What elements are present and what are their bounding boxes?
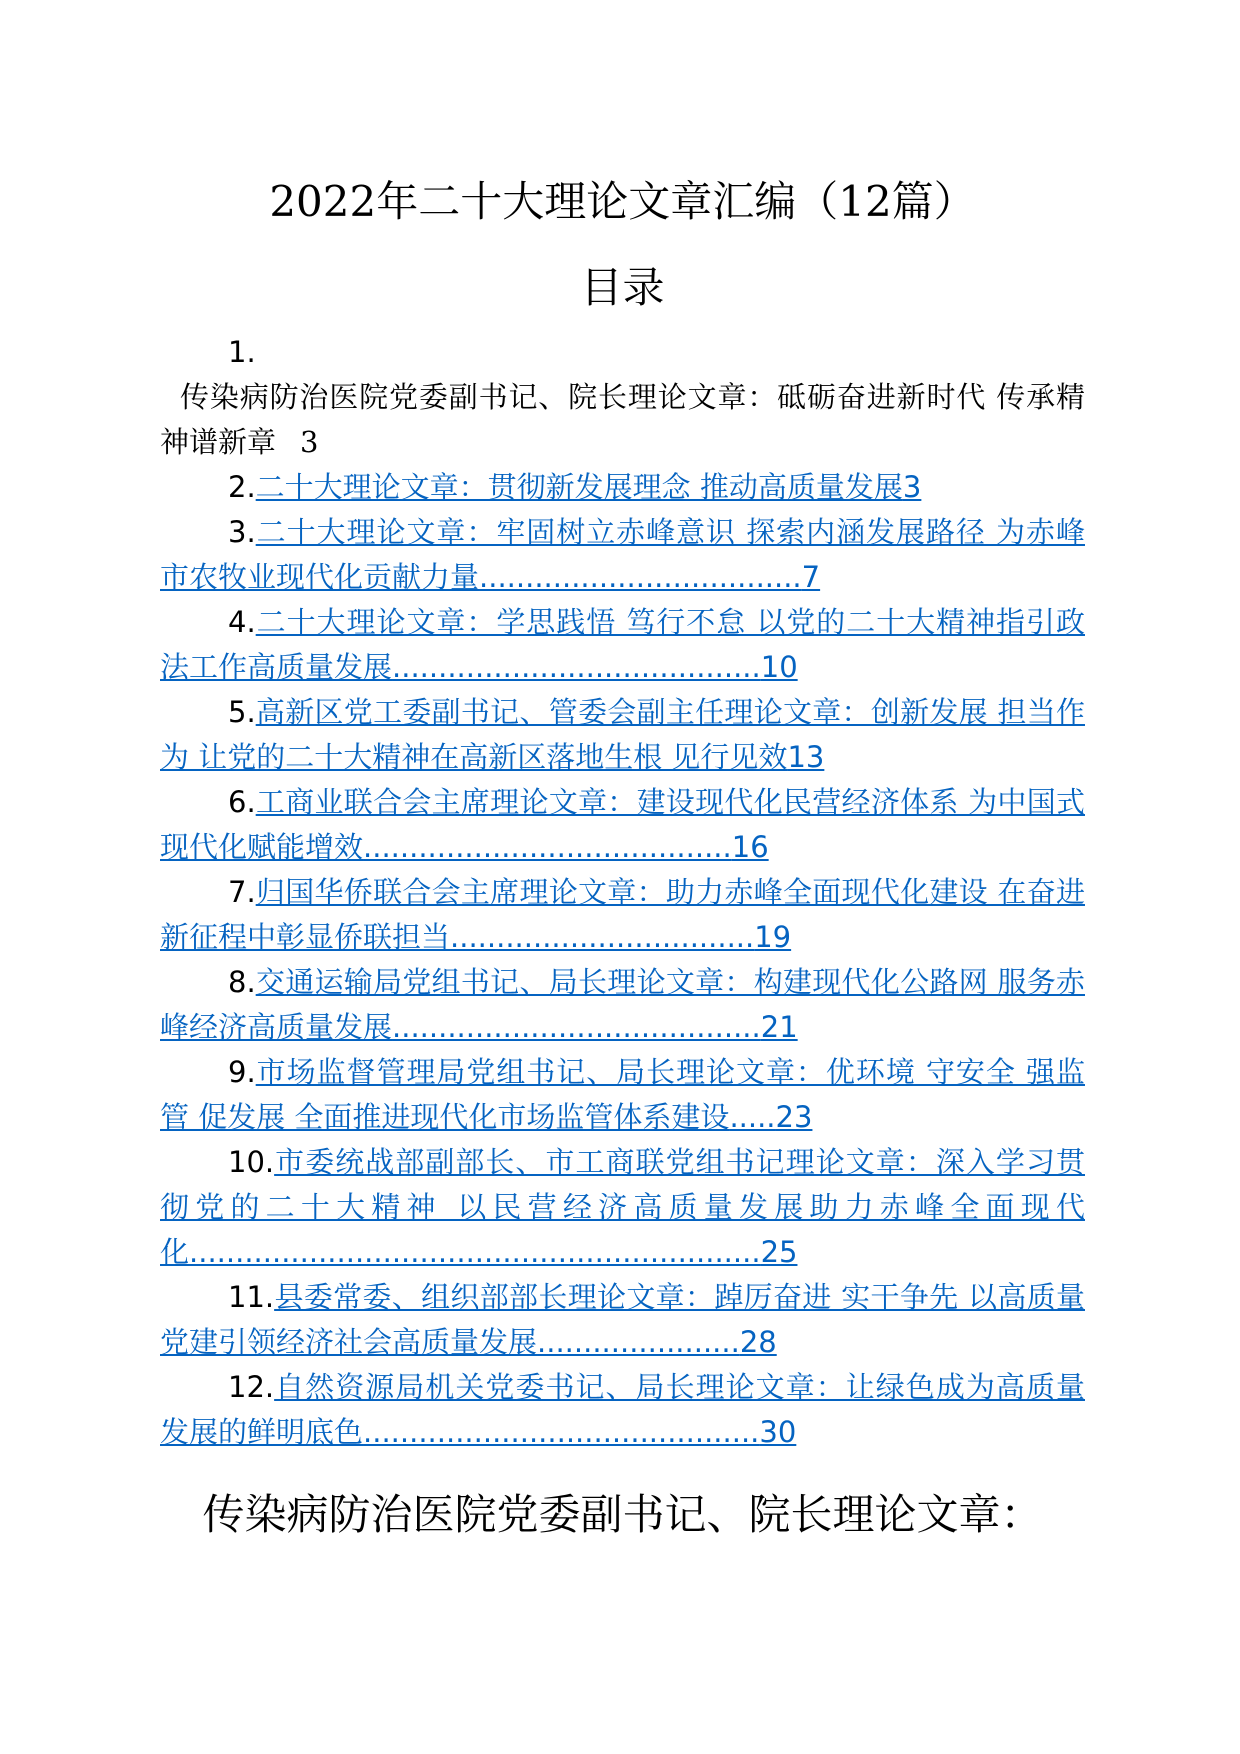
toc-entry-page: 19 [754, 920, 792, 954]
toc-entry-title: 工商业联合会主席理论文章：建设现代化民营经济体系 为中国式现代化赋能增效 [160, 785, 1085, 864]
toc-entry-leader: .............................................................. [189, 1235, 761, 1269]
toc-entry [160, 600, 1085, 690]
toc-heading: 目录 [580, 263, 665, 312]
toc-entry-page: 23 [775, 1100, 813, 1134]
toc-entry-link[interactable] [256, 470, 922, 504]
toc-entry-title: 二十大理论文章：学思践悟 笃行不怠 以党的二十大精神指引政法工作高质量发展 [160, 605, 1085, 684]
toc-entry-title: 县委常委、组织部部长理论文章：踔厉奋进 实干争先 以高质量党建引领经济社会高质量发展 [160, 1280, 1085, 1359]
toc-entry-1-page: 3 [300, 425, 319, 459]
title-text: 年二十大理论文章汇编（ [376, 177, 839, 226]
document-title [160, 172, 1085, 232]
toc-entry-link[interactable] [160, 1280, 1085, 1359]
toc-entry-title: 市场监督管理局党组书记、局长理论文章：优环境 守安全 强监管 促发展 全面推进现代化市场监管体系建设 [160, 1055, 1085, 1134]
toc-entry-leader: ................................... [479, 560, 802, 594]
toc-entry-link[interactable] [160, 515, 1085, 594]
toc-entry-leader: ........................................ [392, 1010, 761, 1044]
toc-entry-number: 12. [228, 1370, 275, 1404]
toc-entry-link[interactable] [160, 785, 1085, 864]
toc-entry-number: 3. [228, 515, 256, 549]
toc-entry-title: 市委统战部副部长、市工商联党组书记理论文章：深入学习贯彻党的二十大精神 以民营经济高质量发展助力赤峰全面现代化 [160, 1145, 1085, 1269]
toc-entry [160, 1365, 1085, 1455]
toc-entry-page: 16 [731, 830, 769, 864]
toc-entry-number: 10. [228, 1145, 275, 1179]
toc-entry-leader: ........................................... [363, 1415, 760, 1449]
toc-entry-title: 归国华侨联合会主席理论文章：助力赤峰全面现代化建设 在奋进新征程中彰显侨联担当 [160, 875, 1085, 954]
toc-entry [160, 960, 1085, 1050]
toc-entry-page: 7 [801, 560, 821, 594]
toc-entry-number: 5. [228, 695, 256, 729]
table-of-contents [160, 330, 1085, 1455]
toc-entry-link[interactable] [160, 605, 1085, 684]
toc-entry-link[interactable] [160, 1055, 1085, 1134]
toc-entry [160, 465, 1085, 510]
toc-entry-1-text: 传染病防治医院党委副书记、院长理论文章：砥砺奋进新时代 传承精神谱新章 [160, 380, 1085, 459]
toc-entry [160, 870, 1085, 960]
toc-entry-leader: ........................................ [392, 650, 761, 684]
toc-entry-link[interactable] [160, 695, 1085, 774]
toc-entry-link[interactable] [160, 1370, 1085, 1449]
toc-entry-page: 21 [760, 1010, 798, 1044]
toc-entry [160, 1050, 1085, 1140]
toc-entry-page: 28 [739, 1325, 777, 1359]
toc-entry-page: 13 [787, 740, 825, 774]
toc-entry-title: 二十大理论文章：贯彻新发展理念 推动高质量发展 [255, 470, 903, 504]
toc-entry [160, 510, 1085, 600]
toc-entry-1-number: 1. [228, 335, 256, 369]
toc-entry-title: 自然资源局机关党委书记、局长理论文章：让绿色成为高质量发展的鲜明底色 [160, 1370, 1085, 1449]
toc-entry-title: 交通运输局党组书记、局长理论文章：构建现代化公路网 服务赤峰经济高质量发展 [160, 965, 1085, 1044]
toc-entry-number: 6. [228, 785, 256, 819]
toc-entry-leader: ................................. [450, 920, 755, 954]
toc-entry-number: 9. [228, 1055, 256, 1089]
toc-entry-leader: ..... [729, 1100, 776, 1134]
toc-entry [160, 690, 1085, 780]
toc-entry-1[interactable] [160, 375, 1085, 465]
toc-entry [160, 1275, 1085, 1365]
toc-entry-leader: ...................... [537, 1325, 740, 1359]
title-year: 2022 [269, 177, 377, 226]
toc-entry-leader: ........................................ [363, 830, 732, 864]
toc-entry [160, 780, 1085, 870]
toc-entry-number: 7. [228, 875, 256, 909]
toc-entry-title: 高新区党工委副书记、管委会副主任理论文章：创新发展 担当作为 让党的二十大精神在高新区落地生根 见行见效 [160, 695, 1085, 774]
toc-entry-number: 8. [228, 965, 256, 999]
toc-entry-page: 3 [902, 470, 922, 504]
title-count: 12 [838, 177, 892, 226]
title-suffix: 篇） [891, 177, 976, 226]
toc-entry-title: 二十大理论文章：牢固树立赤峰意识 探索内涵发展路径 为赤峰市农牧业现代化贡献力量 [160, 515, 1085, 594]
toc-entry [160, 1140, 1085, 1275]
toc-entry-number: 11. [228, 1280, 275, 1314]
toc-entry-number: 4. [228, 605, 256, 639]
toc-entry-page: 10 [760, 650, 798, 684]
toc-entry-list [160, 465, 1085, 1455]
toc-entry-page: 30 [759, 1415, 797, 1449]
toc-entry-link[interactable] [160, 875, 1085, 954]
section-heading: 传染病防治医院党委副书记、院长理论文章： [202, 1490, 1043, 1539]
toc-entry-number: 2. [228, 470, 256, 504]
toc-entry-link[interactable] [160, 965, 1085, 1044]
toc-entry-page: 25 [760, 1235, 798, 1269]
toc-entry-link[interactable] [160, 1145, 1085, 1269]
